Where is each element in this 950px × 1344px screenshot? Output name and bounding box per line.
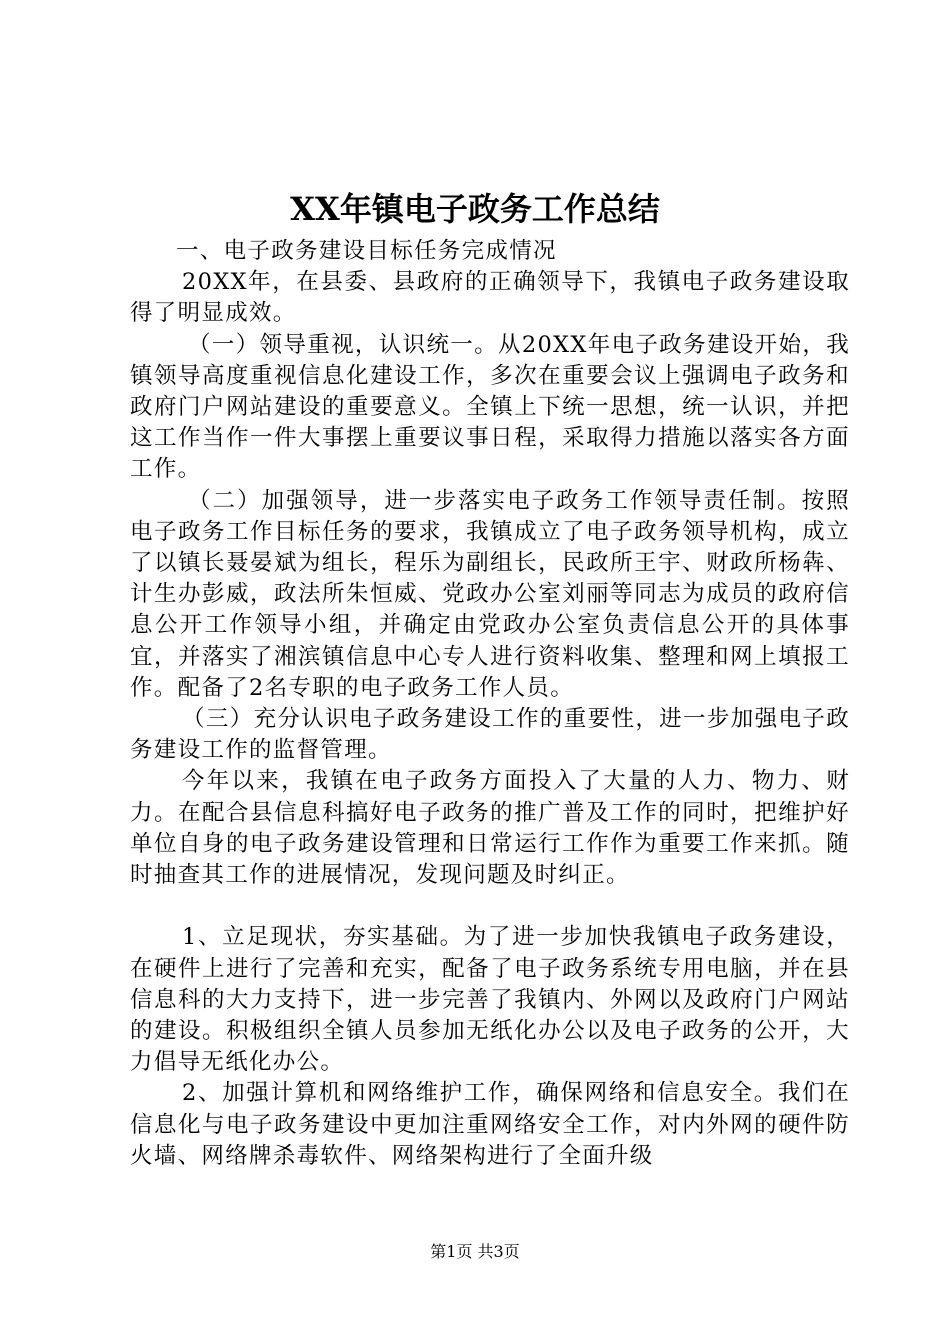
- paragraph-spacer: [130, 891, 850, 922]
- document-title: XX年镇电子政务工作总结: [290, 190, 660, 228]
- paragraph-supervision: （三）充分认识电子政务建设工作的重要性，进一步加强电子政务建设工作的监督管理。: [130, 706, 850, 764]
- page-number: 第1页 共3页: [430, 1242, 520, 1261]
- paragraph-foundation: 1、立足现状，夯实基础。为了进一步加快我镇电子政务建设，在硬件上进行了完善和充实，配备了电子政务系统专用电脑，并在县信息科的大力支持下，进一步完善了我镇内、外网以及政府门户网站的建设。积极组织全镇人员参加无纸化办公以及电子政务的公开，大力倡导无纸化办公。: [130, 924, 850, 1076]
- document-body: [130, 236, 850, 1172]
- paragraph-network-security: 2、加强计算机和网络维护工作，确保网络和信息安全。我们在信息化与电子政务建设中更加注重网络安全工作，对内外网的硬件防火墙、网络牌杀毒软件、网络架构进行了全面升级: [130, 1080, 850, 1169]
- paragraph-intro: 20XX年，在县委、县政府的正确领导下，我镇电子政务建设取得了明显成效。: [130, 269, 850, 327]
- paragraph-responsibility: （二）加强领导，进一步落实电子政务工作领导责任制。按照电子政务工作目标任务的要求，我镇成立了电子政务领导机构，成立了以镇长聂晏斌为组长，程乐为副组长，民政所王宇、财政所杨犇、计生办彭威，政法所朱恒威、党政办公室刘丽等同志为成员的政府信息公开工作领导小组，并确定由党政办公室负责信息公开的具体事宜，并落实了湘滨镇信息中心专人进行资料收集、整理和网上填报工作。配备了2名专职的电子政务工作人员。: [130, 487, 850, 701]
- section-heading: 一、电子政务建设目标任务完成情况: [176, 238, 557, 264]
- paragraph-leadership: （一）领导重视，认识统一。从20XX年电子政务建设开始，我镇领导高度重视信息化建设工作，多次在重要会议上强调电子政务和政府门户网站建设的重要意义。全镇上下统一思想，统一认识，并把这工作当作一件大事摆上重要议事日程，采取得力措施以落实各方面工作。: [130, 331, 850, 483]
- paragraph-investment: 今年以来，我镇在电子政务方面投入了大量的人力、物力、财力。在配合县信息科搞好电子政务的推广普及工作的同时，把维护好单位自身的电子政务建设管理和日常运行工作作为重要工作来抓。随时抽查其工作的进展情况，发现问题及时纠正。: [130, 768, 850, 889]
